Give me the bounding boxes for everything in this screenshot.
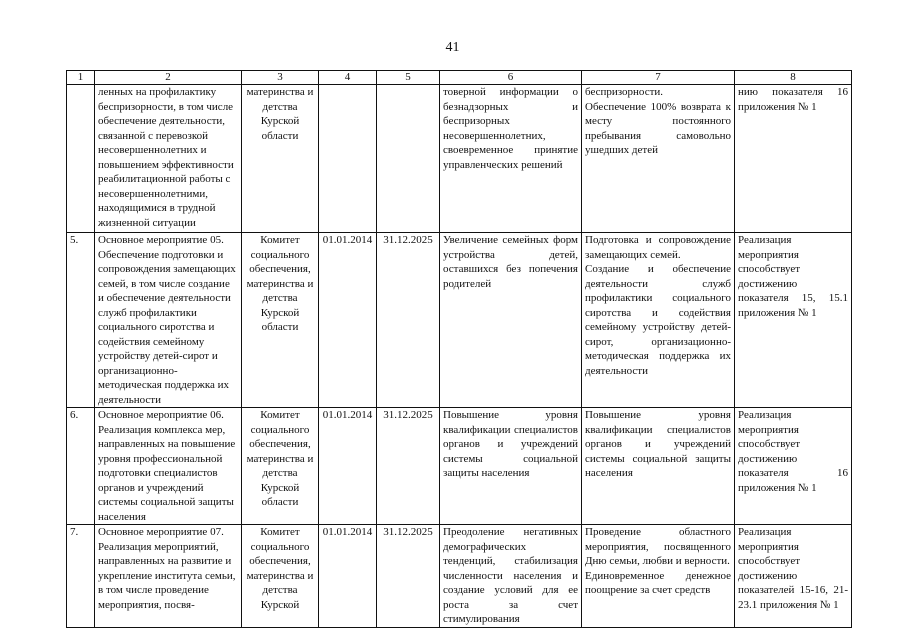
indicator-link-cell: Реализация мероприятия способствует достижению показателя 15, 15.1 приложения № 1	[735, 233, 852, 408]
direction-text: Подготовка и сопровождение замещающих семей.	[585, 234, 731, 261]
direction-text: Обеспечение 100% возврата к месту постоянного пребывания самовольно ушедших детей	[585, 100, 731, 156]
table-row	[67, 525, 852, 628]
table-row	[67, 85, 852, 233]
executor-cell: Комитет социального обеспечения, материнства и детства Курской области	[242, 408, 319, 525]
header-cell: 6	[440, 71, 582, 85]
end-date-cell: 31.12.2025	[377, 408, 440, 525]
end-date-cell	[377, 85, 440, 233]
indicator-link-cell: Реализация мероприятия способствует достижению показателя 16 приложения № 1	[735, 408, 852, 525]
activity-cell: Основное мероприятие 07. Реализация мероприятий, направленных на развитие и укрепление института семьи, в том числе проведение мероприятия, посвя-	[95, 525, 242, 628]
main-directions-cell	[582, 233, 735, 408]
direction-text: Создание и обеспечение деятельности служб профилактики социального сиротства и содействия семейному устройству детей-сирот, организационно-методическая поддержка их деятельности	[585, 263, 731, 377]
start-date-cell: 01.01.2014	[319, 408, 377, 525]
main-directions-cell	[582, 408, 735, 525]
main-directions-cell	[582, 525, 735, 628]
activity-cell: Основное мероприятие 05. Обеспечение подготовки и сопровождения замещающих семей, в том числе создание и обеспечение деятельности служб профилактики социального сиротства и содействия семейному устройству детей-сирот и организационно-методическая поддержка их деятельности	[95, 233, 242, 408]
header-cell: 8	[735, 71, 852, 85]
row-number-cell: 5.	[67, 233, 95, 408]
activity-cell: ленных на профилактику беспризорности, в том числе обеспечение деятельности, связанной с перевозкой несовершеннолетних и повышением эффективности реабилитационной работы с несовершеннолетними, находящимися в трудной жизненной ситуации	[95, 85, 242, 233]
main-directions-cell	[582, 85, 735, 233]
expected-result-cell: Преодоление негативных демографических тенденций, стабилизация численности населения и создание условий для ее роста за счет стимулирования	[440, 525, 582, 628]
header-cell: 7	[582, 71, 735, 85]
direction-text: Проведение областного мероприятия, посвященного Дню семьи, любви и верности.	[585, 526, 731, 567]
executor-cell: Комитет социального обеспечения, материнства и детства Курской области	[242, 233, 319, 408]
program-activities-table	[66, 70, 852, 628]
header-cell: 4	[319, 71, 377, 85]
direction-text: Повышение уровня квалификации специалистов органов и учреждений системы социальной защиты населения	[585, 409, 731, 479]
indicator-link-cell: нию показателя 16 приложения № 1	[735, 85, 852, 233]
column-number-header	[67, 71, 852, 85]
header-cell: 5	[377, 71, 440, 85]
row-number-cell: 7.	[67, 525, 95, 628]
expected-result-cell: Повышение уровня квалификации специалистов органов и учреждений системы социальной защиты населения	[440, 408, 582, 525]
start-date-cell: 01.01.2014	[319, 525, 377, 628]
activity-cell: Основное мероприятие 06. Реализация комплекса мер, направленных на повышение уровня профессиональной подготовки специалистов органов и учреждений системы социальной защиты населения	[95, 408, 242, 525]
executor-cell: Комитет социального обеспечения, материнства и детства Курской	[242, 525, 319, 628]
indicator-link-cell: Реализация мероприятия способствует достижению показателей 15-16, 21-23.1 приложения № 1	[735, 525, 852, 628]
header-cell: 3	[242, 71, 319, 85]
end-date-cell: 31.12.2025	[377, 233, 440, 408]
executor-cell: материнства и детства Курской области	[242, 85, 319, 233]
header-cell: 2	[95, 71, 242, 85]
end-date-cell: 31.12.2025	[377, 525, 440, 628]
page-number: 41	[445, 40, 460, 55]
start-date-cell: 01.01.2014	[319, 233, 377, 408]
row-number-cell	[67, 85, 95, 233]
start-date-cell	[319, 85, 377, 233]
direction-text: беспризорности.	[585, 86, 664, 98]
direction-text: Единовременное денежное поощрение за счет средств	[585, 569, 731, 596]
expected-result-cell: Увеличение семейных форм устройства детей, оставшихся без попечения родителей	[440, 233, 582, 408]
expected-result-cell: товерной информации о безнадзорных и беспризорных несовершеннолетних, своевременное принятие управленческих решений	[440, 85, 582, 233]
row-number-cell: 6.	[67, 408, 95, 525]
table-row	[67, 233, 852, 408]
table-row	[67, 408, 852, 525]
header-cell: 1	[67, 71, 95, 85]
